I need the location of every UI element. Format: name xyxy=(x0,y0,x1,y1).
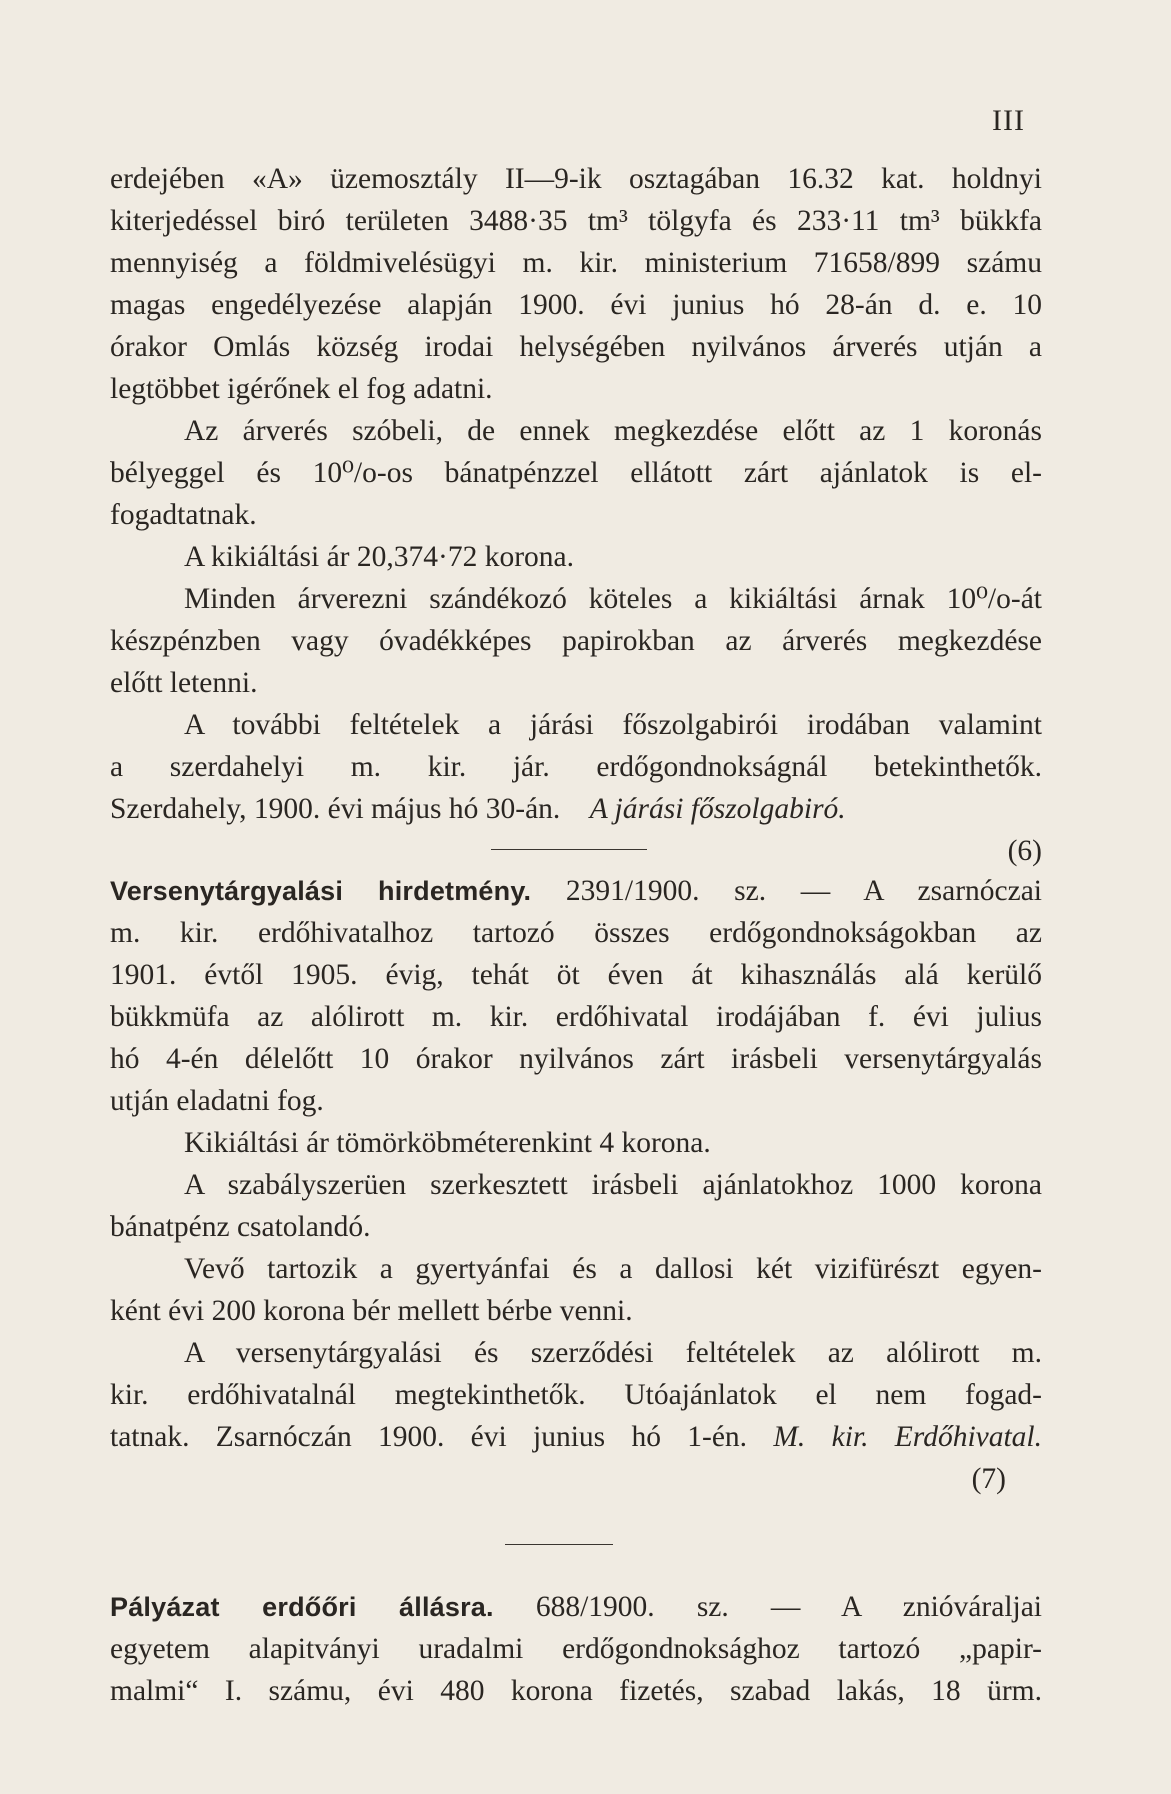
text-line: A további feltételek a járási főszolgabirói irodában valamint xyxy=(184,709,1042,741)
place-date: Szerdahely, 1900. évi május hó 30-án. xyxy=(110,793,561,825)
text-line: ként évi 200 korona bér mellett bérbe venni. xyxy=(110,1295,633,1327)
reference-number: (7) xyxy=(971,1463,1006,1495)
text-line: Az árverés szóbeli, de ennek megkezdése előtt az 1 koronás xyxy=(184,415,1042,447)
text-line: A versenytárgyalási és szerződési feltételek az alólirott m. xyxy=(184,1337,1042,1369)
text-line: hó 4-én délelőtt 10 órakor nyilvános zárt irásbeli versenytárgyalás xyxy=(110,1043,1042,1075)
text-line: m. kir. erdőhivatalhoz tartozó összes erdőgondnokságokban az xyxy=(110,917,1042,949)
auction-notice xyxy=(110,158,1042,872)
text-line: készpénzben vagy óvadékképes papirokban az árverés megkezdése xyxy=(110,625,1042,657)
notice-heading: Versenytárgyalási hirdetmény. xyxy=(110,876,532,906)
text-line: egyetem alapitványi uradalmi erdőgondnoksághoz tartozó „papir- xyxy=(110,1633,1042,1665)
place-date: tatnak. Zsarnóczán 1900. évi junius hó 1-én. xyxy=(110,1421,748,1453)
text-line: kiterjedéssel biró területen 3488·35 tm³ tölgyfa és 233·11 tm³ bükkfa xyxy=(110,205,1042,237)
separator-rule xyxy=(491,849,647,850)
signature: M. kir. Erdőhivatal. xyxy=(773,1421,1042,1453)
notice-reference: 688/1900. sz. — A znióváraljai xyxy=(535,1591,1042,1623)
page-number: III xyxy=(992,104,1025,137)
tender-notice xyxy=(110,870,1042,1500)
text-line: Kikiáltási ár tömörköbméterenkint 4 korona. xyxy=(184,1127,711,1159)
text-line: Minden árverezni szándékozó köteles a kikiáltási árnak 10⁰/o-át xyxy=(184,583,1042,615)
text-line: fogadtatnak. xyxy=(110,499,257,531)
text-line: erdejében «A» üzemosztály II—9-ik osztagában 16.32 kat. holdnyi xyxy=(110,163,1042,195)
text-line: bükkmüfa az alólirott m. kir. erdőhivatal irodájában f. évi julius xyxy=(110,1001,1042,1033)
vacancy-notice xyxy=(110,1586,1042,1712)
text-line: bélyeggel és 10⁰/o-os bánatpénzzel ellátott zárt ajánlatok is el- xyxy=(110,457,1042,489)
notice-reference: 2391/1900. sz. — A zsarnóczai xyxy=(565,875,1042,907)
text-line: magas engedélyezése alapján 1900. évi junius hó 28-án d. e. 10 xyxy=(110,289,1042,321)
text-line xyxy=(110,1586,1042,1628)
text-line: 1901. évtől 1905. évig, tehát öt éven át kihasználás alá kerülő xyxy=(110,959,1042,991)
text-line: Vevő tartozik a gyertyánfai és a dallosi két vizifürészt egyen- xyxy=(184,1253,1042,1285)
text-line: legtöbbet igérőnek el fog adatni. xyxy=(110,373,493,405)
text-line: órakor Omlás község irodai helységében nyilvános árverés utján a xyxy=(110,331,1042,363)
separator-rule xyxy=(505,1544,613,1545)
text-line: utján eladatni fog. xyxy=(110,1085,324,1117)
text-line: mennyiség a földmivelésügyi m. kir. ministerium 71658/899 számu xyxy=(110,247,1042,279)
dateline xyxy=(110,788,1042,830)
text-line: kir. erdőhivatalnál megtekinthetők. Utóajánlatok el nem fogad- xyxy=(110,1379,1042,1411)
text-line: a szerdahelyi m. kir. jár. erdőgondnokságnál betekinthetők. xyxy=(110,751,1042,783)
dateline xyxy=(110,1416,1042,1458)
reference-number: (6) xyxy=(1007,835,1042,867)
text-line: A szabályszerüen szerkesztett irásbeli ajánlatokhoz 1000 korona xyxy=(184,1169,1042,1201)
text-line xyxy=(110,870,1042,912)
text-line: A kikiáltási ár 20,374·72 korona. xyxy=(184,541,574,573)
text-line: malmi“ I. számu, évi 480 korona fizetés, szabad lakás, 18 ürm. xyxy=(110,1675,1042,1707)
text-line: előtt letenni. xyxy=(110,667,258,699)
signature: A járási főszolgabiró. xyxy=(589,793,846,825)
text-line: bánatpénz csatolandó. xyxy=(110,1211,371,1243)
notice-heading: Pályázat erdőőri állásra. xyxy=(110,1592,494,1622)
